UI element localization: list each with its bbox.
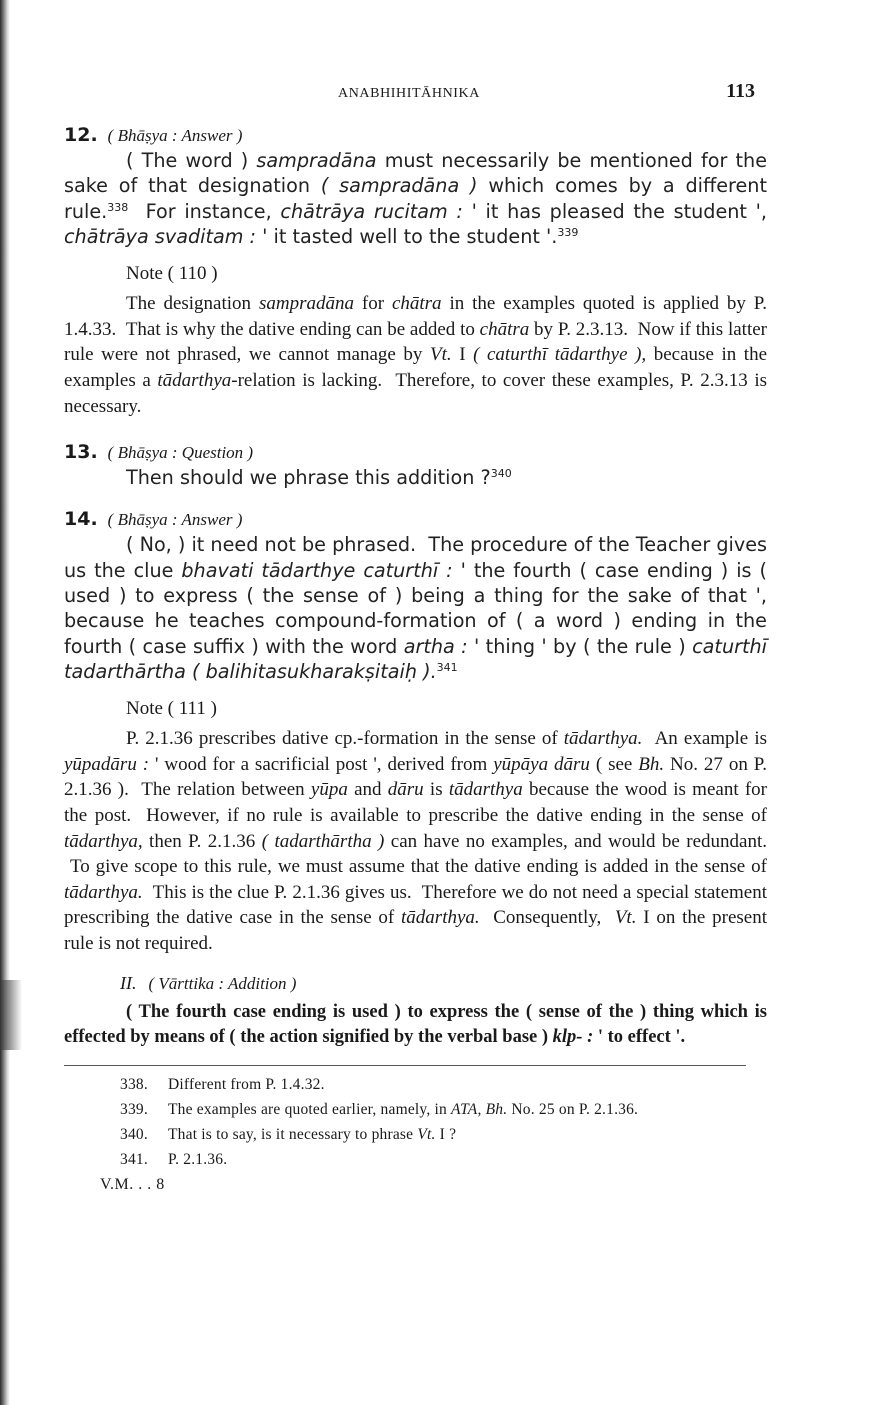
section-heading — [64, 441, 767, 463]
note-heading: Note ( 111 ) — [126, 698, 217, 720]
varttika-II — [64, 973, 767, 1051]
bhasya-text: ( The word ) sampradāna must necessarily be mentioned for the sake of that designation ( sampradāna ) which comes by a different rule.$^{338}$ For instance, chātrāya rucitam : ' it has pleased the student ', chātrāya svaditam : ' it tasted well to the student '.$^{339}$ — [64, 149, 768, 248]
section-tag: ( Bhāṣya : Question ) — [107, 443, 254, 463]
scan-binding-edge — [0, 0, 10, 1405]
footnote: 339. The examples are quoted earlier, namely, in ATA, Bh. No. 25 on P. 2.1.36. — [120, 1100, 639, 1118]
note-text: The designation sampradāna for chātra in the examples quoted is applied by P. 1.4.33. That is why the dative ending can be added to chātra by P. 2.3.13. Now if this latter rule were not phrased, we cannot manage by Vt. I ( caturthī tādarthye ), because in the examples a tādarthya-relation is lacking. Therefore, to cover these examples, P. 2.3.13 is necessary. — [64, 293, 768, 417]
section-number: 12. — [64, 124, 98, 146]
footnote-divider — [64, 1065, 746, 1066]
varttika-tag: ( Vārttika : Addition ) — [148, 973, 297, 993]
footnotes — [64, 1072, 767, 1172]
bhasya-text: Then should we phrase this addition ?$^{340}$ — [126, 466, 512, 490]
varttika-heading — [64, 973, 767, 994]
note-text: P. 2.1.36 prescribes dative cp.-formation in the sense of tādarthya. An example is yūpadāru : ' wood for a sacrificial post ', derived from yūpāya dāru ( see Bh. No. 27 on P. 2.1.36 ). The relation between yūpa and dāru is tādarthya because the wood is meant for the post. However, if no rule is available to prescribe the dative ending in the sense of tādarthya, then P. 2.1.36 ( tadarthārtha ) can have no examples, and would be redundant. To give scope to this rule, we must assume that the dative ending is added in the sense of tādarthya. This is the clue P. 2.1.36 gives us. Therefore we do not need a special statement prescribing the dative case in the sense of tādarthya. Consequently, Vt. I on the present rule is not required. — [64, 728, 767, 954]
page-number: 113 — [726, 80, 755, 102]
section-heading — [64, 124, 767, 146]
section-12 — [64, 124, 767, 419]
section-13 — [64, 441, 767, 490]
page-header — [64, 76, 767, 110]
footnote: 338. Different from P. 1.4.32. — [120, 1075, 325, 1093]
note-heading: Note ( 110 ) — [126, 263, 218, 285]
scan-binding-shadow — [0, 980, 22, 1050]
footnote: 341. P. 2.1.36. — [120, 1150, 228, 1168]
section-number: 13. — [64, 441, 98, 464]
book-page — [64, 76, 767, 1194]
bhasya-text: ( No, ) it need not be phrased. The procedure of the Teacher gives us the clue bhavati tādarthye caturthī : ' the fourth ( case ending ) is ( used ) to express ( the sense of ) being a thing for the sake of that ', because he teaches compound-formation of ( a word ) ending in the fourth ( case suffix ) with the word artha : ' thing ' by ( the rule ) caturthī tadarthārtha ( balihitasukharakṣitaiḥ ).$^{341}$ — [64, 533, 768, 683]
signature-mark: V.M. . . 8 — [100, 1175, 165, 1193]
running-title: ANABHIHITĀHNIKA — [338, 86, 480, 101]
section-tag: ( Bhāṣya : Answer ) — [107, 510, 243, 530]
varttika-number: II. — [120, 972, 137, 993]
section-tag: ( Bhāṣya : Answer ) — [107, 126, 243, 145]
footnote: 340. That is to say, is it necessary to phrase Vt. I ? — [120, 1125, 457, 1143]
section-number: 14. — [64, 508, 98, 531]
section-14 — [64, 508, 767, 956]
section-heading — [64, 508, 767, 530]
varttika-text: ( The fourth case ending is used ) to express the ( sense of the ) thing which is effected by means of ( the action signified by the verbal base ) klp- : ' to effect '. — [64, 1001, 767, 1048]
